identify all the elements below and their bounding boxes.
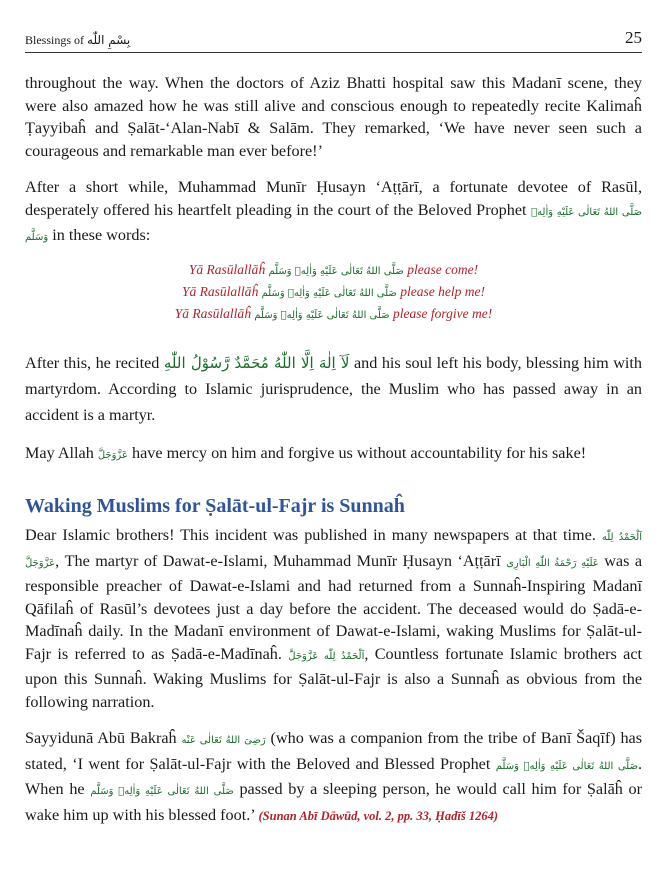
supplication-verses — [25, 260, 642, 326]
paragraph-2 — [25, 176, 642, 250]
header-title-arabic: بِسْمِ اللّٰه — [87, 33, 131, 47]
paragraph-6-text: Sayyidunā Abū Bakraĥ — [25, 729, 177, 747]
verse-arabic: صَلَّى اللهُ تَعَالٰى عَلَيْهِ وَاٰلِهٖ وَسَلَّم — [254, 309, 390, 321]
paragraph-6-text: (who was a companion from the tribe of Banī Šaqīf) has stated, ‘I went for Ṣalāt-ul-Fajr with the Beloved and Blessed Prophet — [25, 729, 643, 773]
paragraph-2-text: After a short while, Muhammad Munīr Ḥusayn ‘Aṭṭārī, a fortunate devotee of Rasūl, desperately offered his heartfelt pleading in the court of the Beloved Prophet — [25, 178, 642, 219]
alhamdulillah-arabic: اَلْحَمْدُ لِلّٰه عَزَّوَجَلَّ — [288, 650, 365, 662]
verse-tail: please come! — [407, 261, 479, 277]
kalimah-arabic: لَآ اِلٰهَ اِلَّا اللّٰهُ مُحَمَّدٌ رَّسُوْلُ اللّٰهِ — [163, 353, 350, 372]
verse-line — [25, 282, 642, 304]
verse-lead: Yā Rasūlallāĥ — [181, 283, 259, 299]
verse-lead: Yā Rasūlallāĥ — [174, 305, 251, 321]
paragraph-6-text: . When he — [25, 754, 642, 798]
verse-arabic: صَلَّى اللهُ تَعَالٰى عَلَيْهِ وَاٰلِهٖ وَسَلَّم — [268, 265, 404, 277]
verse-arabic: صَلَّى اللهُ تَعَالٰى عَلَيْهِ وَاٰلِهٖ وَسَلَّم — [261, 287, 397, 299]
paragraph-6-text: passed by a sleeping person, he would call him for Ṣalāĥ or wake him up with his blessed foot.’ — [25, 780, 643, 824]
paragraph-5-text: was a responsible preacher of Dawat-e-Islami and had returned from a Sunnaĥ-Inspiring Madanī Qāfilaĥ of Rasūl’s devotees just a day before the accident. The deceased would do Ṣadā-e-Madīnaĥ daily. In the Madanī environment of Dawat-e-Islami, waking Muslims for Ṣalāt-ul-Fajr is referred to as Ṣadā-e-Madīnaĥ. — [25, 551, 643, 663]
verse-lead: Yā Rasūlallāĥ — [188, 261, 266, 277]
paragraph-5-text: , The martyr of Dawat-e-Islami, Muhammad Munīr Ḥusayn ‘Aṭṭārī — [55, 551, 501, 570]
paragraph-4 — [25, 442, 642, 468]
verse-line — [25, 304, 642, 326]
durood-arabic: صَلَّى اللهُ تَعَالٰى عَلَيْهِ وَاٰلِهٖ وَسَلَّم — [495, 760, 638, 772]
paragraph-2-text-end: in these words: — [52, 226, 151, 244]
paragraph-6 — [25, 727, 642, 827]
header-title — [25, 33, 130, 48]
paragraph-1: throughout the way. When the doctors of Aziz Bhatti hospital saw this Madanī scene, they were also amazed how he was still alive and conscious enough to repeatedly recite Kalimaĥ Ṭayyibaĥ and Ṣalāt-‘Alan-Nabī & Salām. They remarked, ‘We have never seen such a courageous and remarkable man ever before!’ — [25, 74, 642, 160]
durood-arabic: صَلَّى اللهُ تَعَالٰى عَلَيْهِ وَاٰلِهٖ وَسَلَّم — [90, 786, 234, 797]
page-number: 25 — [625, 28, 642, 47]
paragraph-3-text: After this, he recited — [25, 353, 160, 372]
page-content — [25, 72, 642, 827]
verse-line — [25, 260, 642, 282]
hadith-reference: (Sunan Abī Dāwūd, vol. 2, pp. 33, Ḥadīš 1264) — [258, 808, 499, 823]
alhamdulillah-arabic: اَلْحَمْدُ لِلّٰه عَزَّوَجَلَّ — [25, 532, 642, 569]
paragraph-5-text: , Countless fortunate Islamic brothers act upon this Sunnaĥ. Waking Muslims for Ṣalāt-ul-Fajr is also a Sunnaĥ as obvious from the following narration. — [25, 644, 642, 711]
verse-tail: please help me! — [400, 283, 486, 299]
durood-arabic: صَلَّى اللهُ تَعَالٰى عَلَيْهِ وَاٰلِهٖ وَسَلَّم — [25, 206, 642, 243]
paragraph-5 — [25, 524, 642, 713]
section-heading: Waking Muslims for Ṣalāt-ul-Fajr is Sunnaĥ — [25, 495, 405, 517]
azzawajal-arabic: عَزَّوَجَلَّ — [97, 449, 128, 461]
radiallahu-arabic: رَضِیَ اللهُ تَعَالٰی عَنْه — [181, 735, 266, 746]
paragraph-3 — [25, 350, 642, 428]
paragraph-4-text-end: have mercy on him and forgive us without accountability for his sake! — [131, 443, 587, 462]
verse-tail: please forgive me! — [393, 305, 493, 321]
paragraph-3-text-end: and his soul left his body, blessing him with martyrdom. According to Islamic jurisprudence, the Muslim who has passed away in an accident is a martyr. — [25, 353, 642, 424]
paragraph-5-text: Dear Islamic brothers! This incident was published in many newspapers at that time. — [25, 526, 596, 544]
header-title-text: Blessings of — [25, 33, 85, 47]
rahmatullah-arabic: عَلَيْهِ رَحْمَةُ اللّٰهِ الْبَارِی — [506, 557, 599, 569]
running-header — [25, 28, 642, 53]
paragraph-4-text: May Allah — [25, 443, 94, 462]
